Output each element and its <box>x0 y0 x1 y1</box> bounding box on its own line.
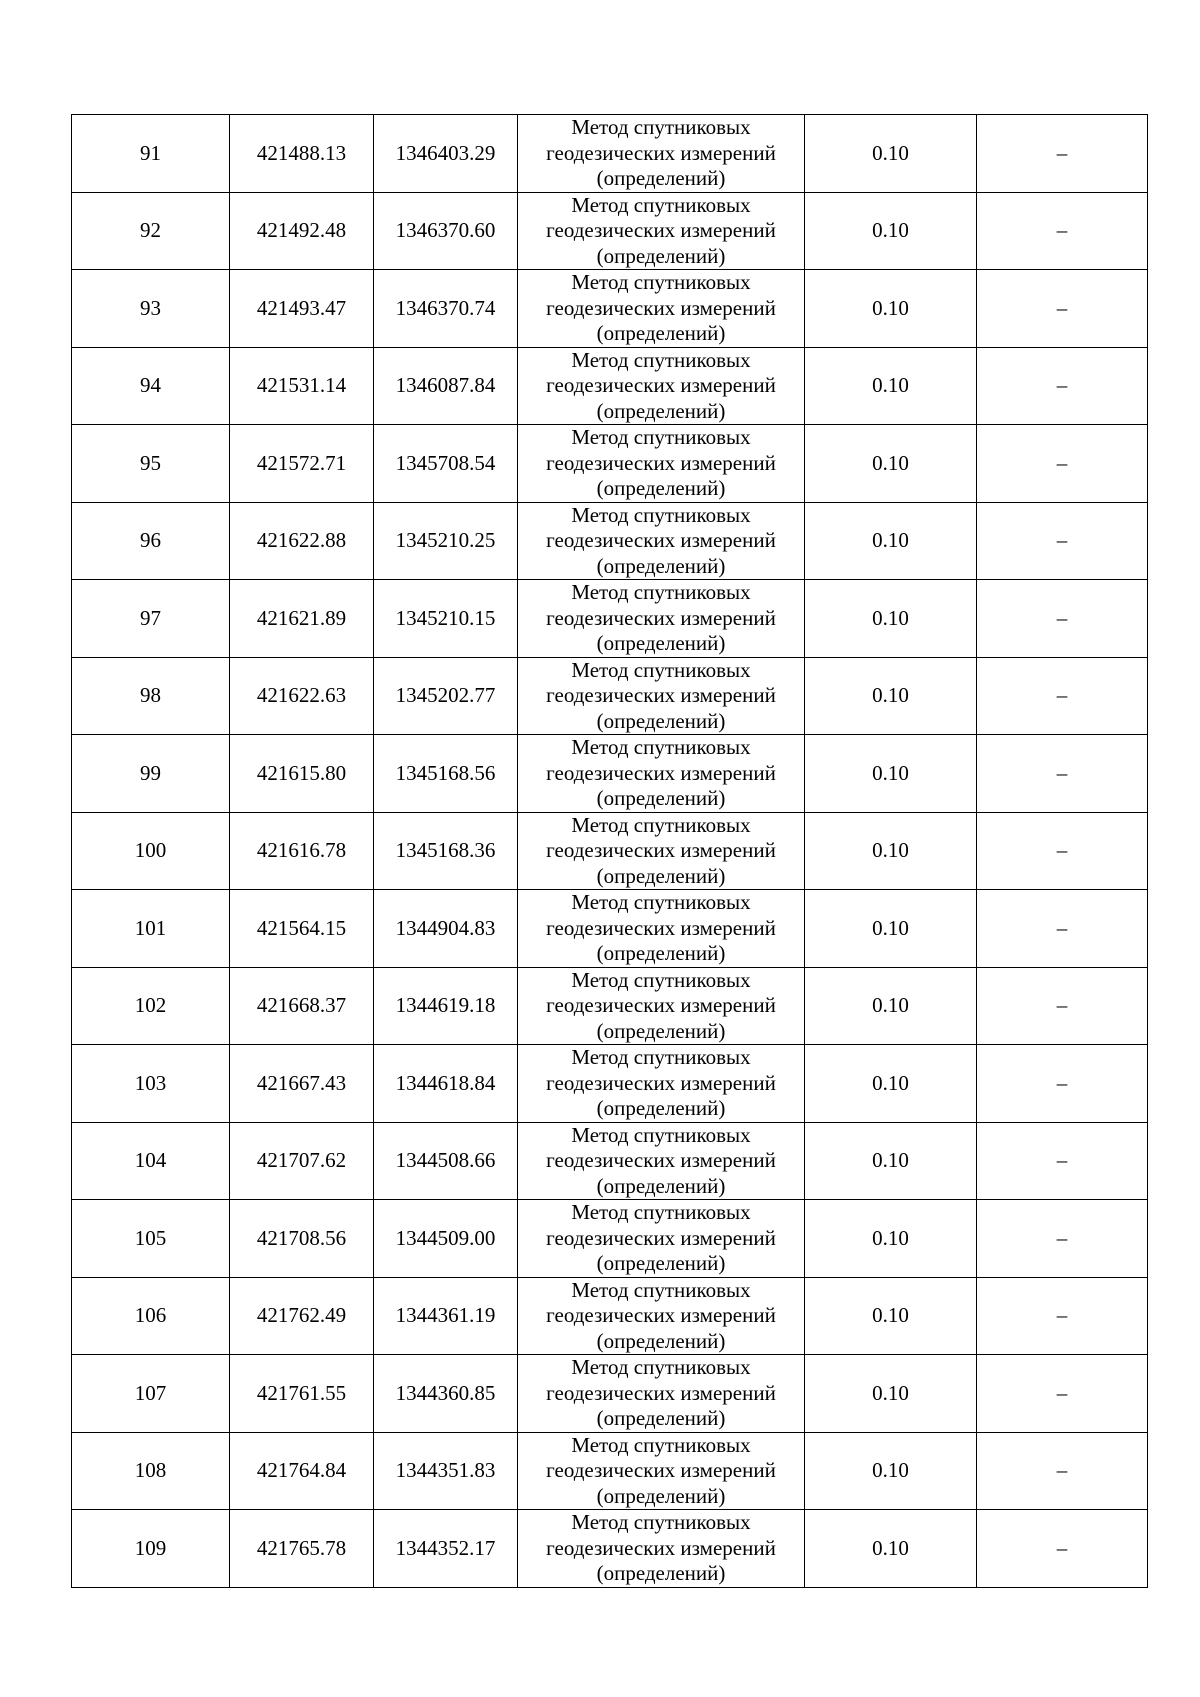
table-row <box>72 657 1148 735</box>
y-coordinate-cell: 1346087.84 <box>374 347 518 425</box>
accuracy-cell: 0.10 <box>805 812 977 890</box>
point-number-cell: 109 <box>72 1510 230 1588</box>
y-coordinate-cell: 1346370.60 <box>374 192 518 270</box>
accuracy-cell: 0.10 <box>805 1432 977 1510</box>
y-coordinate-cell: 1344361.19 <box>374 1277 518 1355</box>
point-number-cell: 94 <box>72 347 230 425</box>
table-row <box>72 502 1148 580</box>
accuracy-cell: 0.10 <box>805 1510 977 1588</box>
method-text-line: (определений) <box>596 941 726 965</box>
accuracy-cell: 0.10 <box>805 115 977 193</box>
method-text-line: (определений) <box>596 1406 726 1430</box>
accuracy-cell: 0.10 <box>805 890 977 968</box>
method-cell <box>518 1355 805 1433</box>
method-text-line: (определений) <box>596 631 726 655</box>
y-coordinate-cell: 1344352.17 <box>374 1510 518 1588</box>
x-coordinate-cell: 421707.62 <box>230 1122 374 1200</box>
table-body <box>72 115 1148 1588</box>
method-text-line: Метод спутниковых <box>571 502 751 527</box>
note-cell: – <box>977 1355 1148 1433</box>
y-coordinate-cell: 1344360.85 <box>374 1355 518 1433</box>
y-coordinate-cell: 1345708.54 <box>374 425 518 503</box>
method-text-line: геодезических измерений <box>546 1380 776 1405</box>
point-number-cell: 91 <box>72 115 230 193</box>
method-cell <box>518 1510 805 1588</box>
table-row <box>72 270 1148 348</box>
x-coordinate-cell: 421622.63 <box>230 657 374 735</box>
point-number-cell: 102 <box>72 967 230 1045</box>
method-text-line: Метод спутниковых <box>571 1277 751 1302</box>
table-row <box>72 812 1148 890</box>
method-text-line: геодезических измерений <box>546 450 776 475</box>
x-coordinate-cell: 421531.14 <box>230 347 374 425</box>
method-cell <box>518 347 805 425</box>
method-text-line: геодезических измерений <box>546 1225 776 1250</box>
method-text-line: (определений) <box>596 321 726 345</box>
method-text-line: (определений) <box>596 1561 726 1585</box>
method-text-line: геодезических измерений <box>546 915 776 940</box>
method-cell <box>518 967 805 1045</box>
method-text-line: (определений) <box>596 708 726 733</box>
note-cell: – <box>977 425 1148 503</box>
method-text-line: (определений) <box>596 476 726 500</box>
method-text-line: (определений) <box>596 1251 726 1275</box>
method-text-line: геодезических измерений <box>546 528 776 552</box>
method-cell <box>518 580 805 658</box>
x-coordinate-cell: 421564.15 <box>230 890 374 968</box>
method-cell <box>518 890 805 968</box>
method-text-line: (определений) <box>596 1018 726 1043</box>
table-row <box>72 1355 1148 1433</box>
method-text-line: (определений) <box>596 1328 726 1353</box>
y-coordinate-cell: 1346370.74 <box>374 270 518 348</box>
method-cell <box>518 270 805 348</box>
note-cell: – <box>977 1277 1148 1355</box>
accuracy-cell: 0.10 <box>805 502 977 580</box>
table-row <box>72 347 1148 425</box>
method-text-line: Метод спутниковых <box>571 1510 751 1534</box>
method-cell <box>518 1045 805 1123</box>
accuracy-cell: 0.10 <box>805 270 977 348</box>
method-text-line: геодезических измерений <box>546 605 776 630</box>
y-coordinate-cell: 1345168.56 <box>374 735 518 813</box>
x-coordinate-cell: 421668.37 <box>230 967 374 1045</box>
table-row <box>72 967 1148 1045</box>
method-text-line: (определений) <box>596 863 726 888</box>
accuracy-cell: 0.10 <box>805 1200 977 1278</box>
accuracy-cell: 0.10 <box>805 1355 977 1433</box>
method-text-line: геодезических измерений <box>546 218 776 242</box>
note-cell: – <box>977 657 1148 735</box>
note-cell: – <box>977 1200 1148 1278</box>
method-text-line: геодезических измерений <box>546 1458 776 1482</box>
coordinates-table-wrapper <box>71 114 1147 1588</box>
method-text-line: геодезических измерений <box>546 838 776 862</box>
point-number-cell: 93 <box>72 270 230 348</box>
x-coordinate-cell: 421621.89 <box>230 580 374 658</box>
method-cell <box>518 425 805 503</box>
x-coordinate-cell: 421762.49 <box>230 1277 374 1355</box>
method-text-line: геодезических измерений <box>546 683 776 707</box>
y-coordinate-cell: 1345210.25 <box>374 502 518 580</box>
point-number-cell: 106 <box>72 1277 230 1355</box>
method-text-line: Метод спутниковых <box>571 580 751 604</box>
method-cell <box>518 1432 805 1510</box>
note-cell: – <box>977 812 1148 890</box>
accuracy-cell: 0.10 <box>805 580 977 658</box>
point-number-cell: 107 <box>72 1355 230 1433</box>
method-text-line: геодезических измерений <box>546 1148 776 1172</box>
table-row <box>72 735 1148 813</box>
note-cell: – <box>977 1045 1148 1123</box>
note-cell: – <box>977 1432 1148 1510</box>
y-coordinate-cell: 1344351.83 <box>374 1432 518 1510</box>
y-coordinate-cell: 1346403.29 <box>374 115 518 193</box>
point-number-cell: 103 <box>72 1045 230 1123</box>
x-coordinate-cell: 421708.56 <box>230 1200 374 1278</box>
method-cell <box>518 1277 805 1355</box>
point-number-cell: 105 <box>72 1200 230 1278</box>
accuracy-cell: 0.10 <box>805 425 977 503</box>
method-cell <box>518 115 805 193</box>
table-row <box>72 1200 1148 1278</box>
method-text-line: Метод спутниковых <box>571 967 751 992</box>
point-number-cell: 98 <box>72 657 230 735</box>
method-text-line: геодезических измерений <box>546 140 776 165</box>
method-cell <box>518 657 805 735</box>
y-coordinate-cell: 1345202.77 <box>374 657 518 735</box>
y-coordinate-cell: 1344508.66 <box>374 1122 518 1200</box>
note-cell: – <box>977 890 1148 968</box>
x-coordinate-cell: 421622.88 <box>230 502 374 580</box>
method-text-line: Метод спутниковых <box>571 1200 751 1224</box>
x-coordinate-cell: 421764.84 <box>230 1432 374 1510</box>
method-text-line: Метод спутниковых <box>571 1432 751 1457</box>
point-number-cell: 95 <box>72 425 230 503</box>
method-text-line: (определений) <box>596 243 726 268</box>
method-text-line: (определений) <box>596 553 726 578</box>
note-cell: – <box>977 347 1148 425</box>
method-text-line: (определений) <box>596 398 726 423</box>
method-cell <box>518 1122 805 1200</box>
table-row <box>72 1432 1148 1510</box>
x-coordinate-cell: 421616.78 <box>230 812 374 890</box>
method-text-line: Метод спутниковых <box>571 1355 751 1379</box>
table-row <box>72 1510 1148 1588</box>
y-coordinate-cell: 1344619.18 <box>374 967 518 1045</box>
method-text-line: (определений) <box>596 1483 726 1508</box>
table-row <box>72 1122 1148 1200</box>
point-number-cell: 100 <box>72 812 230 890</box>
accuracy-cell: 0.10 <box>805 657 977 735</box>
x-coordinate-cell: 421615.80 <box>230 735 374 813</box>
point-number-cell: 96 <box>72 502 230 580</box>
method-text-line: Метод спутниковых <box>571 1122 751 1147</box>
table-row <box>72 115 1148 193</box>
accuracy-cell: 0.10 <box>805 735 977 813</box>
y-coordinate-cell: 1345168.36 <box>374 812 518 890</box>
note-cell: – <box>977 967 1148 1045</box>
table-row <box>72 1277 1148 1355</box>
method-text-line: Метод спутниковых <box>571 657 751 682</box>
table-row <box>72 192 1148 270</box>
x-coordinate-cell: 421761.55 <box>230 1355 374 1433</box>
coordinates-table <box>71 114 1148 1588</box>
method-text-line: геодезических измерений <box>546 1535 776 1560</box>
method-text-line: геодезических измерений <box>546 993 776 1017</box>
table-row <box>72 425 1148 503</box>
accuracy-cell: 0.10 <box>805 1277 977 1355</box>
accuracy-cell: 0.10 <box>805 967 977 1045</box>
method-text-line: Метод спутниковых <box>571 347 751 372</box>
method-cell <box>518 1200 805 1278</box>
note-cell: – <box>977 192 1148 270</box>
method-text-line: Метод спутниковых <box>571 115 751 139</box>
method-text-line: (определений) <box>596 786 726 810</box>
accuracy-cell: 0.10 <box>805 1045 977 1123</box>
x-coordinate-cell: 421572.71 <box>230 425 374 503</box>
table-row <box>72 1045 1148 1123</box>
method-cell <box>518 735 805 813</box>
method-cell <box>518 192 805 270</box>
note-cell: – <box>977 735 1148 813</box>
method-text-line: Метод спутниковых <box>571 1045 751 1069</box>
point-number-cell: 101 <box>72 890 230 968</box>
note-cell: – <box>977 1510 1148 1588</box>
method-cell <box>518 812 805 890</box>
method-text-line: геодезических измерений <box>546 295 776 320</box>
method-text-line: (определений) <box>596 1173 726 1198</box>
y-coordinate-cell: 1345210.15 <box>374 580 518 658</box>
method-text-line: Метод спутниковых <box>571 890 751 914</box>
x-coordinate-cell: 421488.13 <box>230 115 374 193</box>
y-coordinate-cell: 1344618.84 <box>374 1045 518 1123</box>
x-coordinate-cell: 421667.43 <box>230 1045 374 1123</box>
point-number-cell: 99 <box>72 735 230 813</box>
point-number-cell: 104 <box>72 1122 230 1200</box>
note-cell: – <box>977 270 1148 348</box>
accuracy-cell: 0.10 <box>805 192 977 270</box>
table-row <box>72 890 1148 968</box>
method-text-line: Метод спутниковых <box>571 192 751 217</box>
point-number-cell: 108 <box>72 1432 230 1510</box>
y-coordinate-cell: 1344509.00 <box>374 1200 518 1278</box>
x-coordinate-cell: 421493.47 <box>230 270 374 348</box>
method-text-line: геодезических измерений <box>546 1303 776 1327</box>
method-text-line: Метод спутниковых <box>571 270 751 294</box>
note-cell: – <box>977 115 1148 193</box>
y-coordinate-cell: 1344904.83 <box>374 890 518 968</box>
note-cell: – <box>977 502 1148 580</box>
method-text-line: Метод спутниковых <box>571 812 751 837</box>
method-text-line: Метод спутниковых <box>571 425 751 449</box>
point-number-cell: 97 <box>72 580 230 658</box>
method-text-line: (определений) <box>596 1096 726 1120</box>
x-coordinate-cell: 421765.78 <box>230 1510 374 1588</box>
x-coordinate-cell: 421492.48 <box>230 192 374 270</box>
method-text-line: Метод спутниковых <box>571 735 751 759</box>
method-text-line: геодезических измерений <box>546 373 776 397</box>
accuracy-cell: 0.10 <box>805 347 977 425</box>
method-cell <box>518 502 805 580</box>
point-number-cell: 92 <box>72 192 230 270</box>
method-text-line: (определений) <box>596 166 726 190</box>
method-text-line: геодезических измерений <box>546 1070 776 1095</box>
accuracy-cell: 0.10 <box>805 1122 977 1200</box>
note-cell: – <box>977 1122 1148 1200</box>
table-row <box>72 580 1148 658</box>
method-text-line: геодезических измерений <box>546 760 776 785</box>
note-cell: – <box>977 580 1148 658</box>
